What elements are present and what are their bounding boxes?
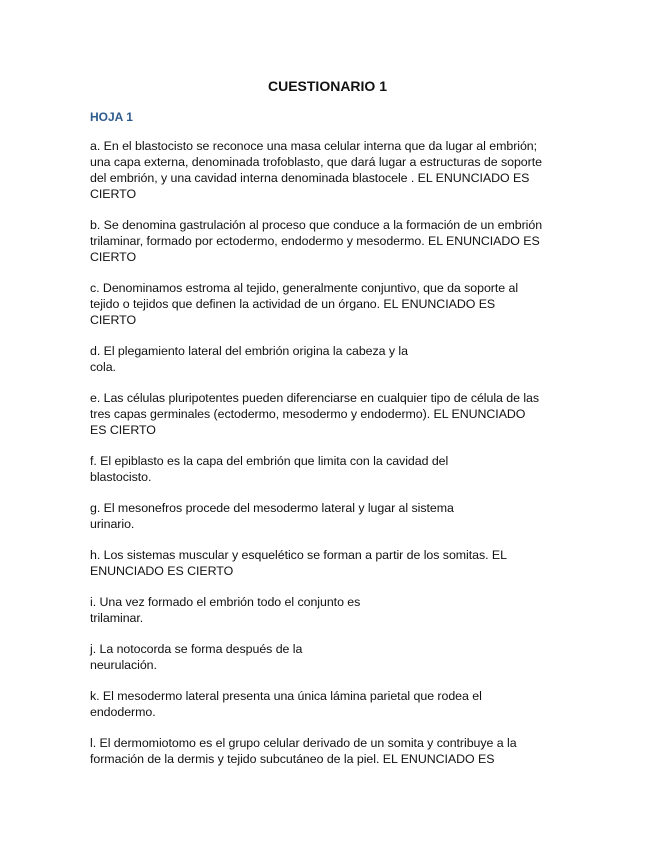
question-item-l bbox=[90, 735, 570, 767]
question-item-g bbox=[90, 500, 570, 532]
question-item-e bbox=[90, 390, 570, 438]
question-line: c. Denominamos estroma al tejido, generalmente conjuntivo, que da soporte al bbox=[90, 281, 519, 295]
question-line: g. El mesonefros procede del mesodermo lateral y lugar al sistema bbox=[90, 501, 454, 515]
question-line: tres capas germinales (ectodermo, mesodermo y endodermo). EL ENUNCIADO bbox=[90, 407, 526, 421]
question-line: ENUNCIADO ES CIERTO bbox=[90, 564, 234, 578]
question-item-k bbox=[90, 688, 570, 720]
page-title: CUESTIONARIO 1 bbox=[267, 78, 387, 94]
question-line: a. En el blastocisto se reconoce una masa celular interna que da lugar al embrión; bbox=[90, 139, 538, 153]
question-item-a bbox=[90, 138, 570, 202]
question-line: CIERTO bbox=[90, 250, 137, 264]
question-line: formación de la dermis y tejido subcutáneo de la piel. EL ENUNCIADO ES bbox=[90, 752, 495, 766]
question-line: i. Una vez formado el embrión todo el conjunto es bbox=[90, 595, 361, 609]
question-item-j bbox=[90, 641, 570, 673]
question-line: trilaminar. bbox=[90, 611, 144, 625]
question-line: ES CIERTO bbox=[90, 423, 156, 437]
question-item-b bbox=[90, 217, 570, 265]
question-line: CIERTO bbox=[90, 187, 137, 201]
question-line: h. Los sistemas muscular y esquelético se forman a partir de los somitas. EL bbox=[90, 548, 507, 562]
question-line: endodermo. bbox=[90, 705, 156, 719]
question-item-d bbox=[90, 343, 570, 375]
question-line: tejido o tejidos que definen la actividad de un órgano. EL ENUNCIADO ES bbox=[90, 297, 496, 311]
question-item-h bbox=[90, 547, 570, 579]
question-line: k. El mesodermo lateral presenta una única lámina parietal que rodea el bbox=[90, 689, 482, 703]
question-line: b. Se denomina gastrulación al proceso que conduce a la formación de un embrión bbox=[90, 218, 543, 232]
question-line: j. La notocorda se forma después de la bbox=[90, 642, 303, 656]
question-line: CIERTO bbox=[90, 313, 137, 327]
question-item-f bbox=[90, 453, 570, 485]
question-line: del embrión, y una cavidad interna denominada blastocele . EL ENUNCIADO ES bbox=[90, 171, 530, 185]
question-line: neurulación. bbox=[90, 658, 157, 672]
question-line: una capa externa, denominada trofoblasto, que dará lugar a estructuras de soporte bbox=[90, 155, 542, 169]
question-line: e. Las células pluripotentes pueden diferenciarse en cualquier tipo de célula de las bbox=[90, 391, 540, 405]
question-line: trilaminar, formado por ectodermo, endodermo y mesodermo. EL ENUNCIADO ES bbox=[90, 234, 540, 248]
question-line: d. El plegamiento lateral del embrión origina la cabeza y la bbox=[90, 344, 408, 358]
question-line: l. El dermomiotomo es el grupo celular derivado de un somita y contribuye a la bbox=[90, 736, 517, 750]
question-line: urinario. bbox=[90, 517, 135, 531]
question-line: f. El epiblasto es la capa del embrión que limita con la cavidad del bbox=[90, 454, 449, 468]
sheet-heading: HOJA 1 bbox=[90, 110, 133, 124]
question-item-i bbox=[90, 594, 570, 626]
question-line: blastocisto. bbox=[90, 470, 152, 484]
question-line: cola. bbox=[90, 360, 116, 374]
question-list bbox=[90, 138, 570, 782]
question-item-c bbox=[90, 280, 570, 328]
